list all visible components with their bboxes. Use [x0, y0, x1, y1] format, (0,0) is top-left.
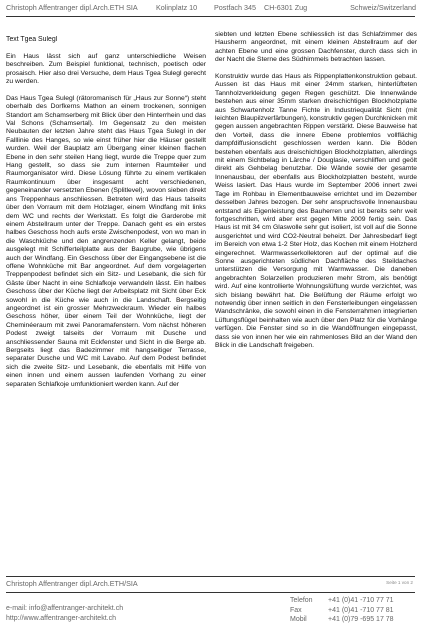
paragraph: Ein Haus lässt sich auf ganz unterschiedliche Weisen beschreiben. Zum Beispiel funktional, technisch, poetisch oder prosaisch. Hier also drei Versuche, dem Haus Tgea Sulegl gerecht zu werden. — [6, 52, 206, 86]
letterhead — [6, 3, 416, 15]
letterhead-company: Christoph Affentranger dipl.Arch.ETH SIA — [6, 3, 138, 12]
paragraph: Konstruktiv wurde das Haus als Rippenplattenkonstruktion gebaut. Aussen ist das Haus mit einer 24mm starken, hinterlüfteten Tannholzverkleidung gegen Regen geschützt. Die Innenwände bestehen aus einer 35mm starken dreischichtigen Blockholzplatte aus Schwartenholz Tanne Fichte in Industriequalität Sicht (mit leichten Blaupilzverfärbungen), konstruktiv gegen Durchknicken mit gegen aussen angebrachten Rippen verstärkt. Diese Bauweise hat den Vorteil, dass die innere Ebene problemlos vollflächig dampfdiffusionsdicht geschlossen werden kann. Die Böden bestehen ebenfalls aus dreischichtigen Blockholzplatten, allerdings mit einem Sichtbelag in Lärche / Douglasie, verschliffen und geölt direkt als Gehbelag benutzbar. Die Wände sowie der gesamte Innenausbau, der ebenfalls aus Blockholzplatten besteht, wurde Weiss lasiert. Das Haus wurde im September 2006 innert zwei Tage im Rohbau in Elementbauweise errichtet und im Dezember desselben Jahres bezogen. Der sehr anspruchsvolle Innenausbau entstand als Eigenleistung des Bauherren und ist bereits sehr weit fortgeschritten, wird aber erst gegen Mitte 2009 fertig sein. Das Haus ist mit 34 cm Glaswolle sehr gut isoliert, ist voll auf die Sonne ausgerichtet und wird CO2-Neutral beheizt. Der Jahresbedarf liegt im Bereich von etwa 1-2 Ster Holz, das Kochen mit einem Holzherd eingerechnet. Warmwasserkollektoren auf der optimal auf die Sonne ausgerichteten südlichen Dachfläche des Steildaches unterstützen die Versorgung mit Warmwasser. Die daneben angebrachten Solarzellen produzieren mehr Strom, als benötigt wird. Auf eine kontrollierte Wohnungslüftung wurde verzichtet, was sich bislang bewährt hat. Die Belüftung der Räume erfolgt wo notwendig über innen seitlich in den Fensterleibungen eingelassen Wandschränke, die sowohl einen in die Fensterrahmen integrierten Lüftungsflügel beinhalten wie auch über den Platz für die Vorhänge verfügen. Die Fenster sind so in die Wandöffnungen eingepasst, dass sie von innen her wie ein rahmenloses Bild an der Wand den Blick in die Landschaft freigeben. — [215, 73, 417, 350]
letterhead-street: Kolinplatz 10 — [156, 3, 198, 12]
contact-phone-block — [290, 596, 394, 625]
fax-label: Fax — [290, 606, 302, 614]
footer-divider-top — [6, 576, 415, 577]
footer-company: Christoph Affentranger dipl.Arch.ETH/SIA — [6, 579, 138, 588]
paragraph: Das Haus Tgea Sulegl (rätoromanisch für „Haus zur Sonne“) steht oberhalb des Dorfkerns Mathon an einem trockenen, sonnigen Standort am Schamserberg mit Blick über den Hinterrhein und das Val Schons (Schamsertal). Im Gegensatz zu den meisten Neubauten der letzten Jahre steht das Haus Tgea Sulegl in der Falllinie des Hanges, so wie einst früher hier die Häuser gestellt wurden. Weil der Bauplatz am Übergang einer kleinen flachen Ebene in den sehr steilen Hang liegt, wurde die Treppe quer zum Hang gestellt, so dass sie zum internen Raumteiler und Raumorganisator wird. Diese Lösung führte zu einem vertikalen Raumkontinuum über insgesamt acht verschiedenen, gegeneinander versetzten Ebenen (Splitlevel), wovon sieben direkt ans Treppenhaus anschliessen. Betreten wird das Haus talseits über den Vorraum mit dem Holzlager, einem Windfang mit links dem WC und rechts der Werkstatt. Es folgt die Garderobe mit einem Abstellraum unter der Treppe. Danach geht es ein erstes halbes Geschoss hoch aufs erste Zwischenpodest, von wo man in die Waschküche und den angrenzenden Keller gelangt, beide ausgelegt mit Schifferteilplatte aus der Baugrube, wie übrigens auch der Windfang. Ein Geschoss über der Eingangsebene ist die offene Wohnküche mit Bar angeordnet. Auf dem vorgelagerten Treppenpodest befindet sich ein Sitz- und Lesebank, die sich für Gäste über Nacht in eine Schlafkoje verwandeln lässt. Ein halbes Geschoss über der Küche liegt der Arbeitsplatz mit Sicht über Eck sowohl in die Küche wie auch in die Landschaft. Bergseitig angeordnet ist ein grosser Mehrzweckraum. Wieder ein halbes Geschoss höher, über einem Teil der Wohnküche, liegt der Cheminéeraum mit zwei Panoramafenstern. Vom nächst höheren Podest zweigt talseits der Vorraum mit Dusche und anschliessender Sauna mit Eckfenster und Sicht in die Berge ab. Bergseits liegt das Badezimmer mit hangseitiger Terrasse, separater Dusche und WC mit Lavabo. Auf dem Podest befindet sich die zweite Sitz- und Lesebank, die ebenfalls mit Hilfe von einen innen und einem aussen laufenden Vorhang zu einer separaten Schlafkoje umfunktioniert werden kann. Auf der — [6, 94, 206, 388]
footer-divider-bottom — [6, 592, 415, 593]
fax-number: +41 (0)41 -710 77 81 — [328, 606, 394, 614]
mobile-row — [290, 615, 394, 625]
document-title: Text Tgea Sulegl — [6, 36, 58, 43]
contact-web-block — [6, 604, 123, 623]
website-link[interactable]: http://www.affentranger-architekt.ch — [6, 614, 116, 622]
header-divider — [6, 16, 415, 17]
phone-row — [290, 596, 394, 606]
letterhead-city: CH-6301 Zug — [264, 3, 308, 12]
email-link[interactable]: e-mail: info@affentranger-architekt.ch — [6, 605, 124, 612]
phone-label: Telefon — [290, 597, 313, 604]
phone-number: +41 (0)41 -710 77 71 — [328, 597, 394, 604]
mobile-number: +41 (0)79 -695 17 78 — [328, 616, 394, 624]
mobile-label: Mobil — [290, 616, 307, 624]
right-column — [215, 31, 417, 556]
fax-row — [290, 606, 394, 616]
letterhead-country: Schweiz/Switzerland — [350, 3, 416, 12]
letterhead-pobox: Postfach 345 — [214, 3, 256, 12]
page-number: Seite 1 von 2 — [386, 580, 413, 585]
left-column — [6, 36, 206, 561]
paragraph: siebten und letzten Ebene schliesslich ist das Schlafzimmer des Hausherrn angeordnet, mit einem kleinen Abstellraum auf der achten Ebene und eine grossen Dachfenster, durch dass sich in der Nacht die Sterne des Südhimmels betrachten lassen. — [215, 31, 417, 64]
